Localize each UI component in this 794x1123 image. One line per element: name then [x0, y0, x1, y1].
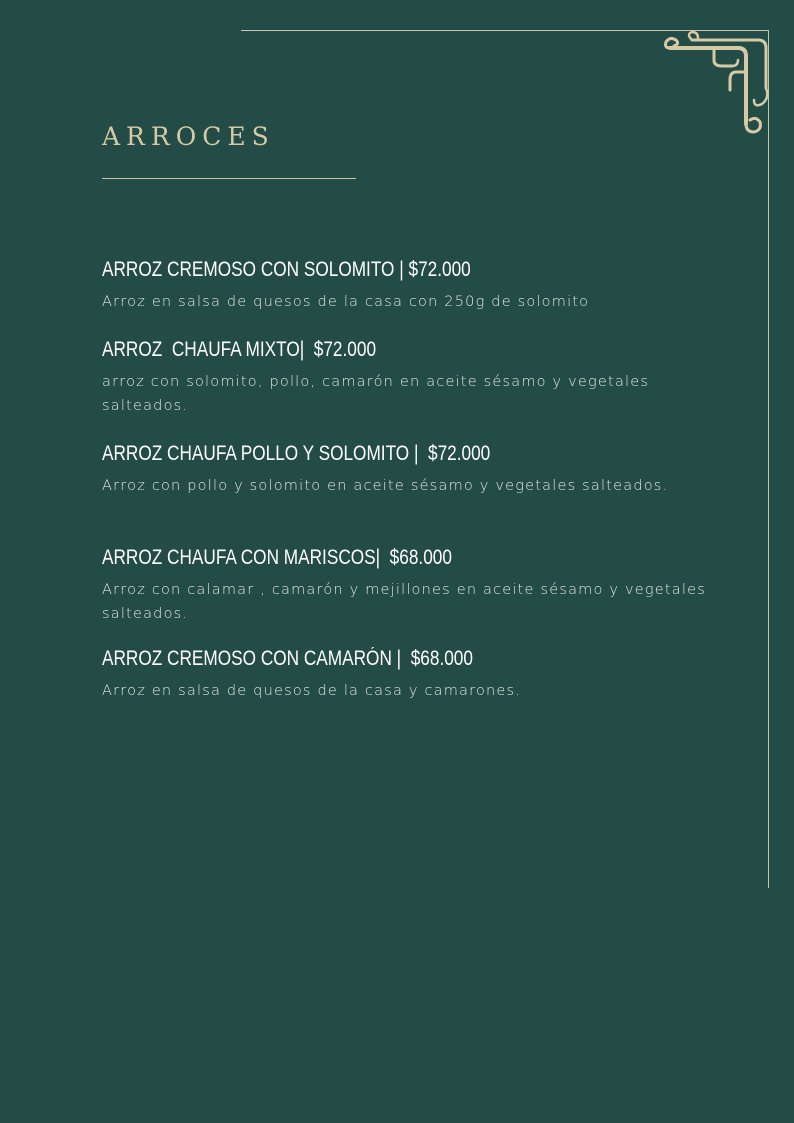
- menu-item-title: ARROZ CHAUFA POLLO Y SOLOMITO | $72.000: [102, 442, 491, 465]
- section-title-underline: [102, 178, 356, 179]
- menu-item-title: ARROZ CREMOSO CON SOLOMITO | $72.000: [102, 258, 471, 281]
- menu-item: [102, 256, 722, 314]
- menu-item-description: Arroz con pollo y solomito en aceite sésamo y vegetales salteados.: [102, 478, 669, 494]
- menu-item-title: ARROZ CREMOSO CON CAMARÓN | $68.000: [102, 647, 473, 670]
- menu-item-description: Arroz con calamar , camarón y mejillones en aceite sésamo y vegetales salteados.: [102, 582, 706, 622]
- menu-item-title: ARROZ CHAUFA CON MARISCOS| $68.000: [102, 546, 452, 569]
- menu-item: [102, 336, 722, 418]
- menu-item: [102, 645, 722, 703]
- menu-item: [102, 544, 722, 626]
- menu-item: [102, 440, 722, 498]
- section-title: ARROCES: [102, 122, 275, 151]
- menu-item-description: Arroz en salsa de quesos de la casa y camarones.: [102, 683, 522, 699]
- menu-item-title: ARROZ CHAUFA MIXTO| $72.000: [102, 338, 377, 361]
- menu-item-description: Arroz en salsa de quesos de la casa con 250g de solomito: [102, 294, 590, 310]
- frame-right-line: [768, 30, 769, 888]
- ornamental-corner-icon: [662, 28, 772, 138]
- menu-item-description: arroz con solomito, pollo, camarón en aceite sésamo y vegetales salteados.: [102, 374, 650, 414]
